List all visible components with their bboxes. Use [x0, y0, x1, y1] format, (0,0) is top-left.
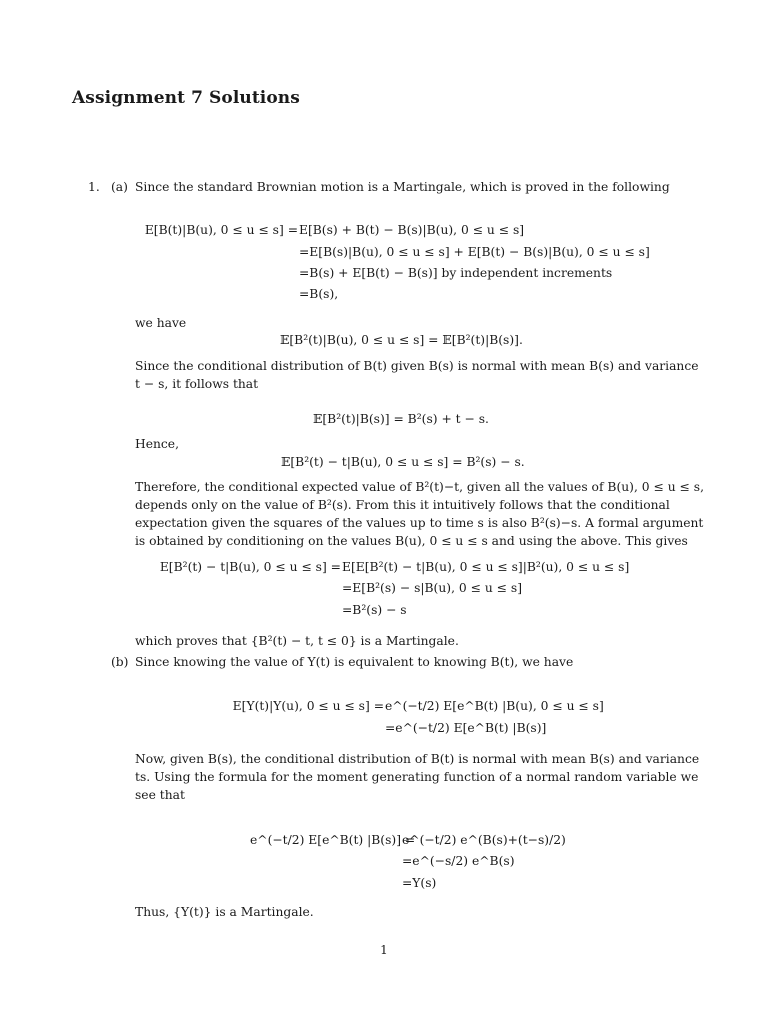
- eq7-line3: =Y(s): [402, 876, 437, 890]
- part-a-label: (a): [111, 180, 128, 194]
- eq2: 𝔼[B²(t)|B(u), 0 ≤ u ≤ s] = 𝔼[B²(t)|B(s)].: [280, 333, 523, 347]
- eq7-line2: =e^(−s/2) e^B(s): [402, 854, 515, 868]
- hence-text: Hence,: [135, 437, 179, 451]
- eq6-line1: e^(−t/2) E[e^B(t) |B(u), 0 ≤ u ≤ s]: [385, 699, 604, 713]
- eq4: 𝔼[B²(t) − t|B(u), 0 ≤ u ≤ s] = B²(s) − s.: [281, 455, 525, 469]
- eq5-line2: =E[B²(s) − s|B(u), 0 ≤ u ≤ s]: [342, 581, 522, 595]
- part-b-intro: Since knowing the value of Y(t) is equivalent to knowing B(t), we have: [135, 655, 574, 669]
- we-have-text: we have: [135, 316, 187, 330]
- which-proves-text: which proves that {B²(t) − t, t ≤ 0} is a Martingale.: [135, 634, 459, 648]
- para2-line2: t − s, it follows that: [135, 377, 259, 391]
- eq5-line1: E[E[B²(t) − t|B(u), 0 ≤ u ≤ s]|B²(u), 0 ≤ u ≤ s]: [342, 560, 630, 574]
- page-title: Assignment 7 Solutions: [72, 88, 300, 108]
- eq5-lhs: E[B²(t) − t|B(u), 0 ≤ u ≤ s] =: [159, 560, 341, 574]
- para3-line4: is obtained by conditioning on the values B(u), 0 ≤ u ≤ s and using the above. This gives: [135, 534, 688, 548]
- eq7-line1: e^(−t/2) e^(B(s)+(t−s)/2): [402, 833, 566, 847]
- para2-line1: Since the conditional distribution of B(t) given B(s) is normal with mean B(s) and variance: [135, 359, 699, 373]
- part-a-intro: Since the standard Brownian motion is a Martingale, which is proved in the following: [135, 180, 670, 194]
- thus-text: Thus, {Y(t)} is a Martingale.: [135, 905, 314, 919]
- eq3: 𝔼[B²(t)|B(s)] = B²(s) + t − s.: [313, 412, 489, 426]
- page-number: 1: [380, 943, 388, 957]
- para4-line1: Now, given B(s), the conditional distribution of B(t) is normal with mean B(s) and variance: [135, 752, 700, 766]
- eq7-lhs: e^(−t/2) E[e^B(t) |B(s)] =: [250, 833, 416, 847]
- para3-line1: Therefore, the conditional expected value of B²(t)−t, given all the values of B(u), 0 ≤ u ≤ s,: [135, 480, 704, 494]
- eq6-lhs: E[Y(t)|Y(u), 0 ≤ u ≤ s] =: [232, 699, 384, 713]
- eq6-line2: =e^(−t/2) E[e^B(t) |B(s)]: [385, 721, 547, 735]
- para3-line2: depends only on the value of B²(s). From this it intuitively follows that the conditional: [135, 498, 670, 512]
- eq1-line4: =B(s),: [299, 287, 339, 301]
- problem-number: 1.: [88, 180, 100, 194]
- eq1-lhs: E[B(t)|B(u), 0 ≤ u ≤ s] =: [144, 223, 298, 237]
- eq1-line2: =E[B(s)|B(u), 0 ≤ u ≤ s] + E[B(t) − B(s)|B(u), 0 ≤ u ≤ s]: [299, 245, 650, 259]
- para3-line3: expectation given the squares of the values up to time s is also B²(s)−s. A formal argument: [135, 516, 704, 530]
- para4-line3: see that: [135, 788, 185, 802]
- eq1-line1: E[B(s) + B(t) − B(s)|B(u), 0 ≤ u ≤ s]: [299, 223, 525, 237]
- eq5-line3: =B²(s) − s: [342, 603, 407, 617]
- eq1-line3: =B(s) + E[B(t) − B(s)] by independent increments: [299, 266, 613, 280]
- para4-line2: ts. Using the formula for the moment generating function of a normal random variable we: [135, 770, 699, 784]
- part-b-label: (b): [111, 655, 129, 669]
